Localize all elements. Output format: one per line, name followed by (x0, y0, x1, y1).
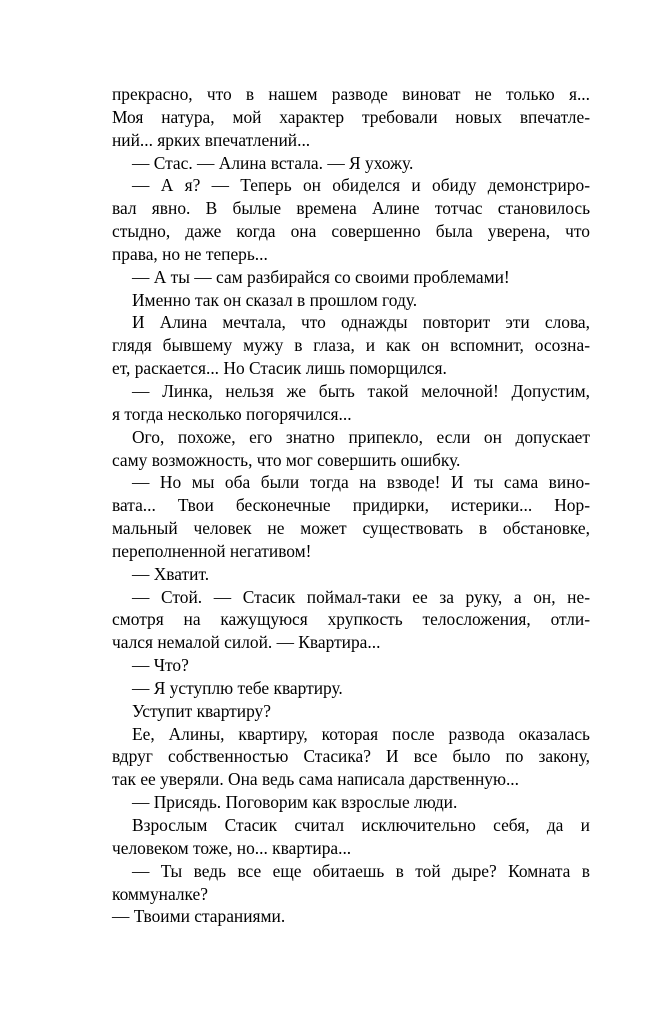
text-line: Ее, Алины, квартиру, которая после развода оказалась (132, 723, 590, 744)
text-line: Именно так он сказал в прошлом году. (132, 289, 418, 310)
text-line: — Твоими стараниями. (112, 906, 286, 927)
body-text (112, 83, 590, 928)
text-line: стыдно, даже когда она совершенно была уверена, что (112, 221, 590, 242)
paragraph (112, 83, 590, 152)
text-line: так ее уверяли. Она ведь сама написала дарственную... (112, 769, 519, 790)
text-line: Взрослым Стасик считал исключительно себя, да и (132, 815, 590, 835)
paragraph (112, 860, 590, 906)
text-line: И Алина мечтала, что однажды повторит эти слова, (132, 312, 590, 333)
text-line: — Присядь. Поговорим как взрослые люди. (132, 792, 458, 813)
text-line: — Я уступлю тебе квартиру. (132, 677, 343, 698)
text-line: — Хватит. (132, 563, 210, 584)
paragraph (112, 814, 590, 860)
paragraph (112, 563, 590, 586)
paragraph (112, 289, 590, 312)
paragraph (112, 426, 590, 472)
paragraph (112, 471, 590, 562)
text-line: коммуналке? (112, 883, 208, 904)
paragraph (112, 677, 590, 700)
text-line: — Что? (132, 655, 189, 676)
text-line: смотря на кажущуюся хрупкость телосложения, отли- (112, 609, 590, 630)
text-line: переполненной негативом! (112, 540, 312, 561)
text-line: — Ты ведь все еще обитаешь в той дыре? Комната в (132, 860, 590, 881)
paragraph (112, 380, 590, 426)
paragraph (112, 905, 590, 928)
text-line: — Стой. — Стасик поймал-таки ее за руку, а он, не- (132, 586, 590, 607)
text-line: ет, раскается... Но Стасик лишь поморщился. (112, 358, 447, 379)
text-line: Уступит квартиру? (132, 700, 271, 721)
text-line: мальный человек не может существовать в обстановке, (112, 518, 590, 539)
text-line: — А ты — сам разбирайся со своими проблемами! (132, 266, 510, 287)
paragraph (112, 700, 590, 723)
text-line: Моя натура, мой характер требовали новых впечатле- (112, 106, 590, 127)
text-line: — Линка, нельзя же быть такой мелочной! Допустим, (132, 380, 590, 401)
text-line: саму возможность, что мог совершить ошибку. (112, 449, 461, 470)
text-line: чался немалой силой. — Квартира... (112, 632, 381, 653)
text-line: Ого, похоже, его знатно припекло, если он допускает (132, 426, 590, 447)
text-line: я тогда несколько погорячился... (112, 403, 352, 424)
paragraph (112, 654, 590, 677)
paragraph (112, 266, 590, 289)
paragraph (112, 174, 590, 265)
text-line: вал явно. В былые времена Алине тотчас становилось (112, 198, 590, 219)
text-line: глядя бывшему мужу в глаза, и как он вспомнит, осозна- (112, 335, 590, 356)
text-line: вата... Твои бесконечные придирки, истерики... Нор- (112, 495, 590, 516)
text-line: человеком тоже, но... квартира... (112, 837, 352, 858)
text-line: прекрасно, что в нашем разводе виноват не только я... (112, 84, 590, 104)
paragraph (112, 586, 590, 655)
text-line: права, но не теперь... (112, 243, 268, 264)
paragraph (112, 791, 590, 814)
paragraph (112, 723, 590, 792)
text-line: — Но мы оба были тогда на взводе! И ты сама вино- (132, 472, 590, 493)
text-line: ний... ярких впечатлений... (112, 129, 311, 150)
paragraph (112, 152, 590, 175)
paragraph (112, 311, 590, 380)
text-line: — А я? — Теперь он обиделся и обиду демонстриро- (132, 175, 590, 196)
text-line: вдруг собственностью Стасика? И все было по закону, (112, 746, 590, 767)
text-line: — Стас. — Алина встала. — Я ухожу. (132, 152, 414, 173)
